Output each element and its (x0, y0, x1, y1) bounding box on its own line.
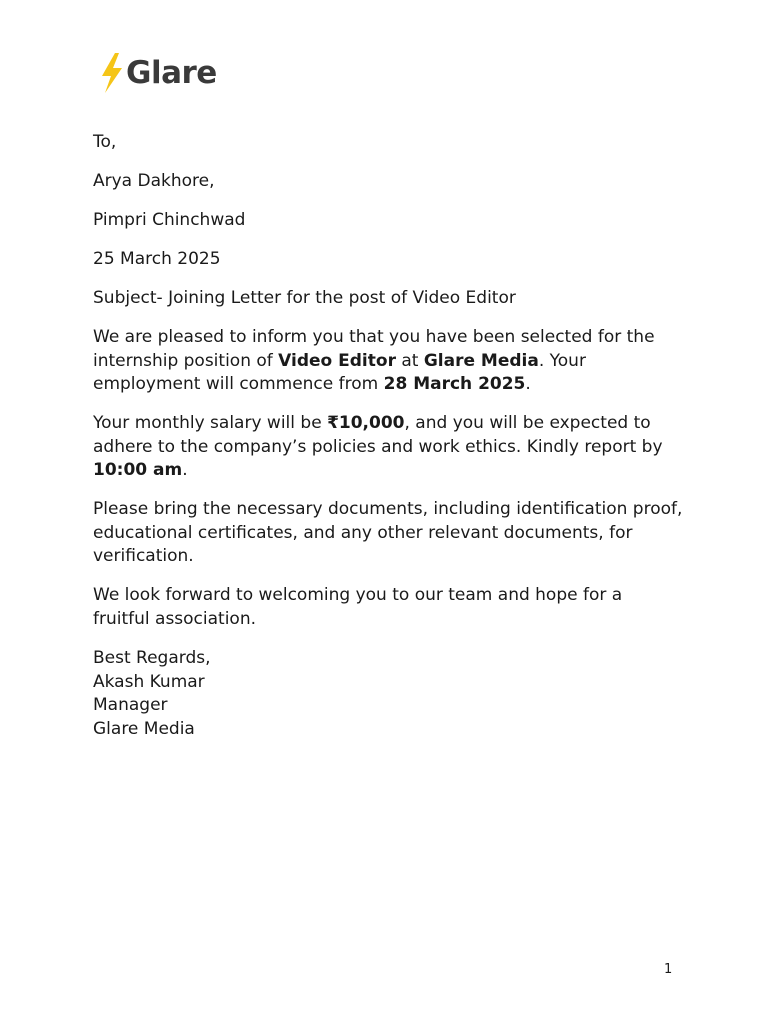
report-time: 10:00 am (93, 460, 183, 481)
letter-date: 25 March 2025 (93, 248, 221, 269)
paragraph-documents: Please bring the necessary documents, including identification proof, educational certificates, and any other relevant documents, for verification. (93, 499, 683, 567)
start-date: 28 March 2025 (383, 374, 526, 395)
signoff-closing: Best Regards, (93, 648, 211, 669)
text-span: . Your employment will commence from (93, 350, 586, 395)
text-span: , and you will be expected to adhere to the company’s policies and work ethics. Kindly report by (93, 413, 663, 457)
paragraph-salary (93, 412, 683, 483)
page-number: 1 (664, 962, 673, 977)
text-span: . (182, 460, 188, 481)
lightning-bolt-icon (100, 52, 124, 94)
signoff (93, 647, 683, 741)
paragraph-selection (93, 326, 683, 397)
signoff-title: Manager (93, 695, 168, 716)
paragraph-welcome: We look forward to welcoming you to our team and hope for a fruitful association. (93, 585, 623, 630)
company-name: Glare Media (423, 350, 539, 371)
text-span: Your monthly salary will be (93, 413, 328, 434)
salary-amount: ₹10,000 (327, 413, 405, 434)
letter-subject: Subject- Joining Letter for the post of Video Editor (93, 287, 516, 308)
text-span: We are pleased to inform you that you have been selected for the internship position of (93, 326, 655, 371)
greeting: To, (93, 132, 117, 152)
brand-name: Glare (126, 55, 217, 91)
position-title: Video Editor (278, 350, 396, 371)
signoff-name: Akash Kumar (93, 671, 205, 692)
text-span: at (395, 350, 424, 371)
recipient-location: Pimpri Chinchwad (93, 209, 246, 230)
brand-logo (100, 52, 217, 94)
recipient-name: Arya Dakhore, (93, 170, 215, 191)
signoff-company: Glare Media (93, 718, 195, 739)
text-span: . (525, 374, 531, 395)
letter-body (93, 131, 683, 757)
